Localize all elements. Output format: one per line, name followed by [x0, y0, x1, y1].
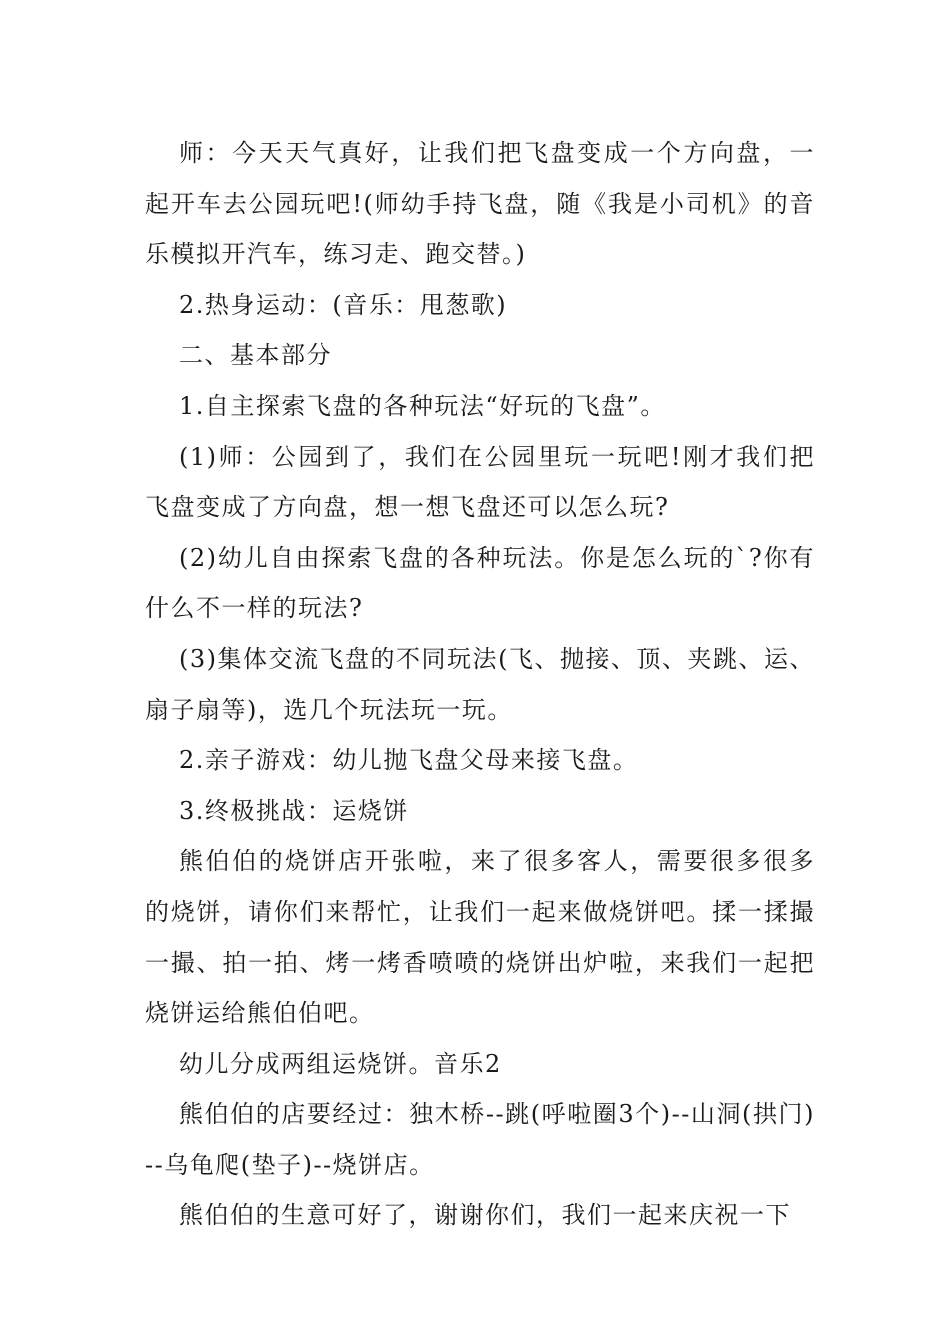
- paragraph-bear-shop: 熊伯伯的烧饼店开张啦，来了很多客人，需要很多很多的烧饼，请你们来帮忙，让我们一起来做烧饼吧。揉一揉撮一撮、拍一拍、烤一烤香喷喷的烧饼出炉啦，来我们一起把烧饼运给熊伯伯吧。: [145, 847, 815, 1028]
- paragraph-explore-3: (3)集体交流飞盘的不同玩法(飞、抛接、顶、夹跳、运、扇子扇等)，选几个玩法玩一玩。: [145, 644, 815, 724]
- paragraph-parent-game: 2.亲子游戏：幼儿抛飞盘父母来接飞盘。: [179, 746, 639, 775]
- paragraph-warmup: 2.热身运动：(音乐：甩葱歌): [179, 290, 508, 319]
- paragraph-final-challenge: 3.终极挑战：运烧饼: [179, 796, 409, 825]
- paragraph-explore-2: (2)幼儿自由探索飞盘的各种玩法。你是怎么玩的`?你有什么不一样的玩法?: [145, 543, 815, 623]
- paragraph-groups: 幼儿分成两组运烧饼。音乐2: [179, 1049, 502, 1078]
- paragraph-explore-1: (1)师：公园到了，我们在公园里玩一玩吧!刚才我们把飞盘变成了方向盘，想一想飞盘还可以怎么玩?: [145, 442, 815, 522]
- paragraph-celebrate: 熊伯伯的生意可好了，谢谢你们，我们一起来庆祝一下: [179, 1201, 791, 1230]
- section-heading-basic: 二、基本部分: [179, 341, 332, 370]
- document-body: [145, 128, 815, 1241]
- paragraph-explore: 1.自主探索飞盘的各种玩法“好玩的飞盘”。: [179, 391, 666, 420]
- paragraph-route: 熊伯伯的店要经过：独木桥--跳(呼啦圈3个)--山洞(拱门)--乌龟爬(垫子)--烧饼店。: [145, 1100, 815, 1179]
- paragraph-teacher-intro: 师：今天天气真好，让我们把飞盘变成一个方向盘，一起开车去公园玩吧!(师幼手持飞盘，随《我是小司机》的音乐模拟开汽车，练习走、跑交替。): [145, 139, 815, 269]
